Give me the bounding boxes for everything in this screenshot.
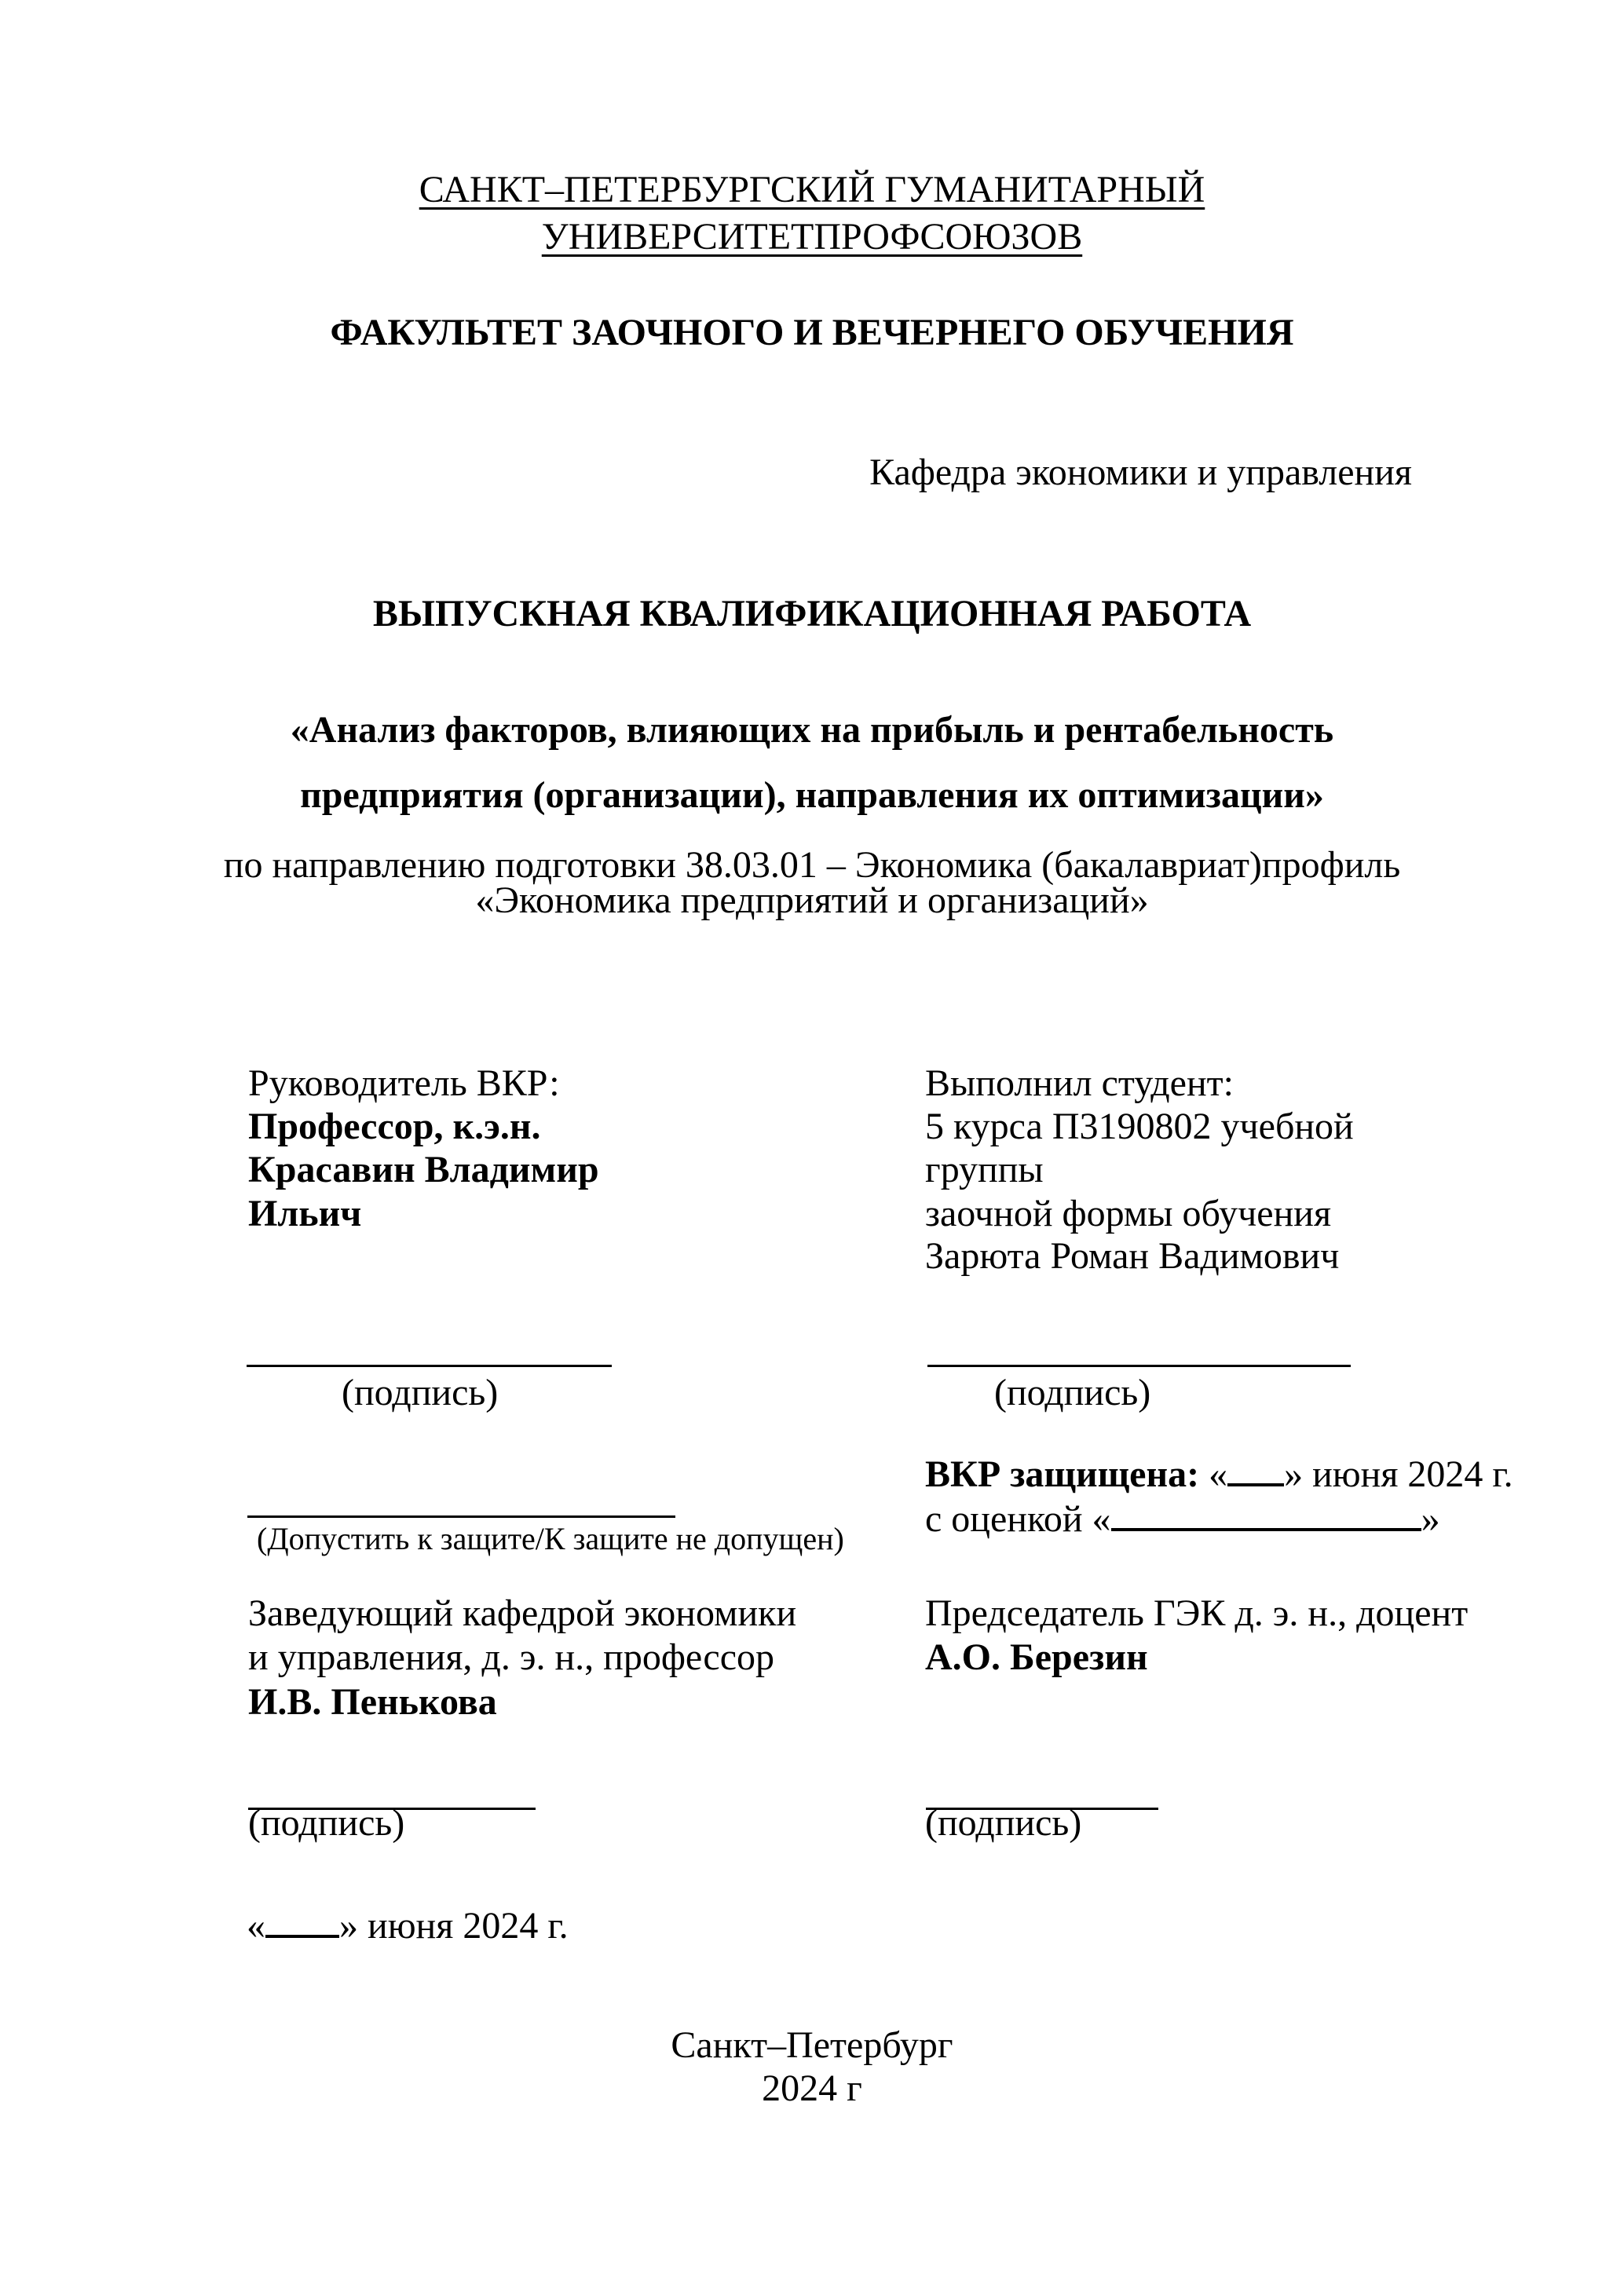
student-group-word: группы bbox=[925, 1149, 1044, 1190]
defense-date-row bbox=[925, 1450, 1513, 1496]
defense-date-rest: » июня 2024 г. bbox=[1284, 1453, 1513, 1496]
student-signature-caption: (подпись) bbox=[994, 1372, 1151, 1413]
admission-decision-line[interactable] bbox=[247, 1515, 675, 1518]
student-signature-line[interactable] bbox=[927, 1365, 1351, 1367]
defense-label: ВКР защищена: bbox=[925, 1453, 1200, 1496]
student-course-group: 5 курса П3190802 учебной bbox=[925, 1106, 1354, 1147]
supervisor-title: Профессор, к.э.н. bbox=[248, 1106, 541, 1147]
head-signature-caption: (подпись) bbox=[248, 1802, 405, 1844]
defense-grade-row bbox=[925, 1494, 1440, 1541]
head-of-department-line2: и управления, д. э. н., профессор bbox=[248, 1636, 775, 1678]
grade-blank[interactable] bbox=[1111, 1494, 1421, 1531]
faculty-title: ФАКУЛЬТЕТ ЗАОЧНОГО И ВЕЧЕРНЕГО ОБУЧЕНИЯ bbox=[330, 312, 1294, 353]
footer-year: 2024 г bbox=[762, 2067, 862, 2109]
study-direction-line1: по направлению подготовки 38.03.01 – Экономика (бакалавриат)профиль bbox=[223, 844, 1401, 886]
student-study-form: заочной формы обучения bbox=[925, 1193, 1332, 1234]
gek-chair-signature-caption: (подпись) bbox=[925, 1802, 1082, 1844]
department-name: Кафедра экономики и управления bbox=[869, 452, 1412, 493]
grade-label: с оценкой « bbox=[925, 1498, 1111, 1541]
head-of-department-name: И.В. Пенькова bbox=[248, 1681, 497, 1723]
approval-date-open-quote: « bbox=[247, 1905, 265, 1947]
gek-chair-name: А.О. Березин bbox=[925, 1636, 1148, 1678]
work-type-heading: ВЫПУСКНАЯ КВАЛИФИКАЦИОННАЯ РАБОТА bbox=[372, 593, 1252, 634]
study-profile-line2: «Экономика предприятий и организаций» bbox=[475, 879, 1149, 921]
defense-date-open-quote: « bbox=[1199, 1453, 1228, 1496]
supervisor-signature-caption: (подпись) bbox=[342, 1372, 499, 1413]
university-name-line2: УНИВЕРСИТЕТПРОФСОЮЗОВ bbox=[541, 216, 1083, 258]
work-title-line1: «Анализ факторов, влияющих на прибыль и рентабельность bbox=[290, 709, 1334, 751]
approval-day-blank[interactable] bbox=[265, 1901, 339, 1938]
gek-chair-title: Председатель ГЭК д. э. н., доцент bbox=[925, 1592, 1469, 1634]
approval-date-rest: » июня 2024 г. bbox=[339, 1905, 569, 1947]
head-of-department-line1: Заведующий кафедрой экономики bbox=[248, 1592, 797, 1634]
supervisor-signature-line[interactable] bbox=[247, 1365, 612, 1367]
work-title-line2: предприятия (организации), направления их оптимизации» bbox=[300, 774, 1324, 816]
grade-close-quote: » bbox=[1421, 1498, 1440, 1541]
approval-date-row bbox=[247, 1901, 569, 1945]
student-name: Зарюта Роман Вадимович bbox=[925, 1235, 1340, 1277]
supervisor-name-line1: Красавин Владимир bbox=[248, 1149, 599, 1190]
defense-day-blank[interactable] bbox=[1227, 1450, 1284, 1486]
supervisor-name-line2: Ильич bbox=[248, 1193, 362, 1234]
admission-caption: (Допустить к защите/К защите не допущен) bbox=[257, 1521, 844, 1556]
footer-city: Санкт–Петербург bbox=[671, 2024, 953, 2066]
university-name-line1: САНКТ–ПЕТЕРБУРГСКИЙ ГУМАНИТАРНЫЙ bbox=[419, 169, 1205, 210]
supervisor-label: Руководитель ВКР: bbox=[248, 1062, 560, 1104]
student-label: Выполнил студент: bbox=[925, 1062, 1234, 1104]
